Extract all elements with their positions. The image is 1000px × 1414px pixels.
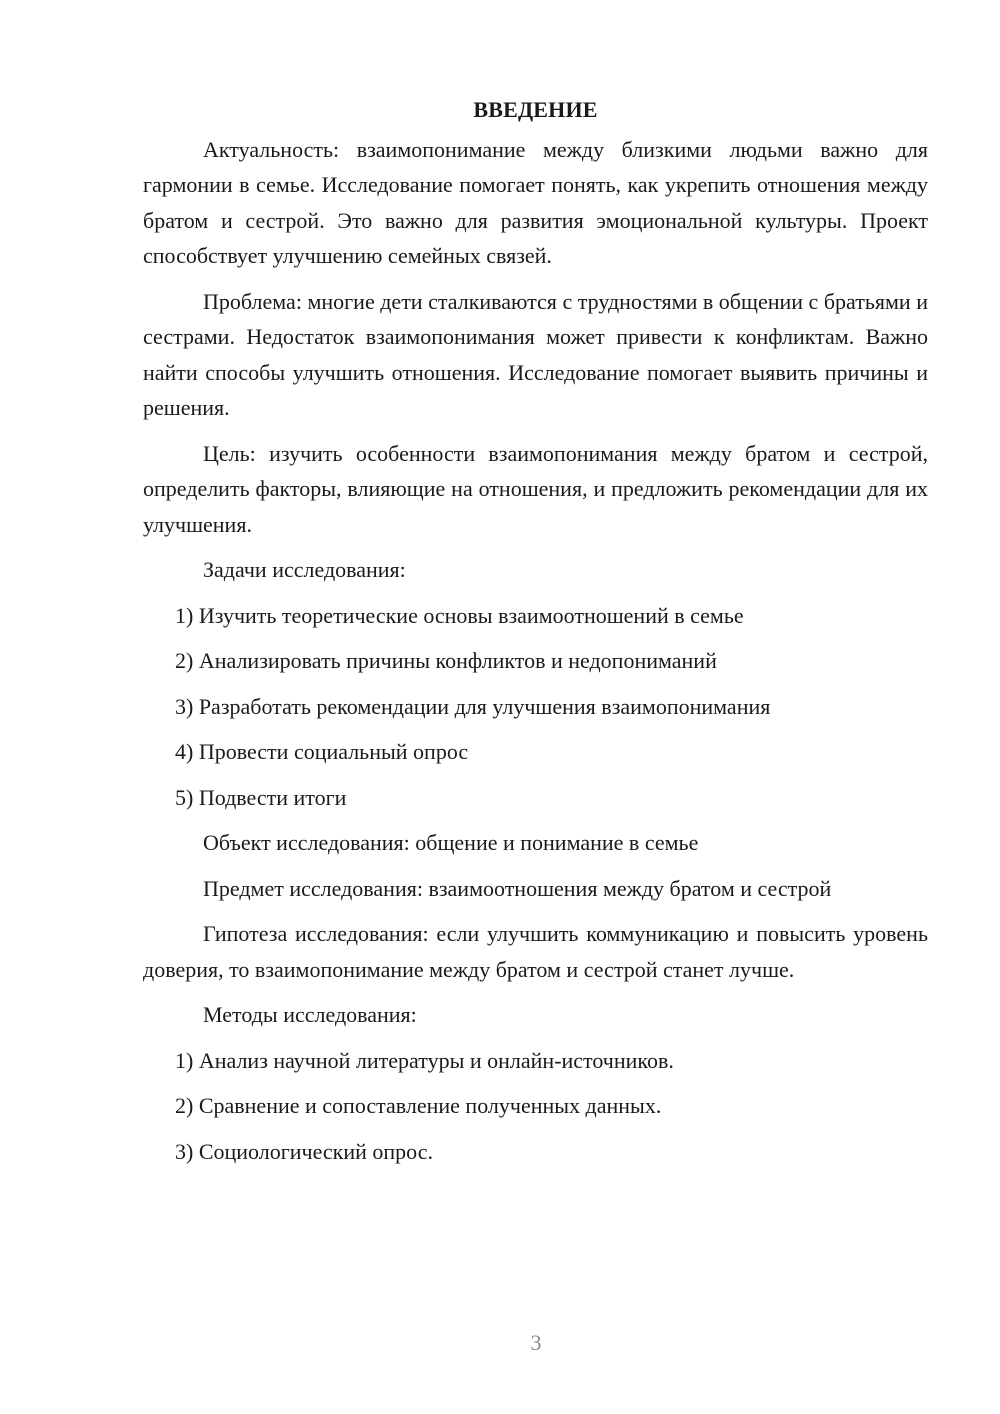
hypothesis-paragraph: Гипотеза исследования: если улучшить коммуникацию и повысить уровень доверия, то взаимопонимание между братом и сестрой станет лучше. xyxy=(143,921,928,982)
document-page xyxy=(143,92,928,1179)
method-item-1: 1) Анализ научной литературы и онлайн-источников. xyxy=(175,1047,674,1073)
task-item-2: 2) Анализировать причины конфликтов и недопониманий xyxy=(175,648,717,673)
task-item-3: 3) Разработать рекомендации для улучшения взаимопонимания xyxy=(175,693,771,719)
subject-line: Предмет исследования: взаимоотношения между братом и сестрой xyxy=(203,875,832,901)
task-item-4: 4) Провести социальный опрос xyxy=(175,739,469,764)
methods-heading: Методы исследования: xyxy=(203,1002,417,1027)
section-title: ВВЕДЕНИЕ xyxy=(473,97,598,122)
method-item-3: 3) Социологический опрос. xyxy=(175,1138,433,1164)
page-number: 3 xyxy=(530,1330,542,1355)
method-item-2: 2) Сравнение и сопоставление полученных данных. xyxy=(175,1093,662,1118)
task-item-5: 5) Подвести итоги xyxy=(175,784,347,810)
tasks-heading: Задачи исследования: xyxy=(203,557,406,582)
task-item-1: 1) Изучить теоретические основы взаимоотношений в семье xyxy=(175,602,744,628)
goal-paragraph: Цель: изучить особенности взаимопонимания между братом и сестрой, определить факторы, влияющие на отношения, и предложить рекомендации для их улучшения. xyxy=(143,440,928,537)
object-line: Объект исследования: общение и понимание в семье xyxy=(203,830,699,855)
relevance-paragraph: Актуальность: взаимопонимание между близкими людьми важно для гармонии в семье. Исследование помогает понять, как укрепить отношения между братом и сестрой. Это важно для развития эмоциональной культуры. Проект способствует улучшению семейных связей. xyxy=(143,136,928,268)
problem-paragraph: Проблема: многие дети сталкиваются с трудностями в общении с братьями и сестрами. Недостаток взаимопонимания может привести к конфликтам. Важно найти способы улучшить отношения. Исследование помогает выявить причины и решения. xyxy=(143,288,928,420)
